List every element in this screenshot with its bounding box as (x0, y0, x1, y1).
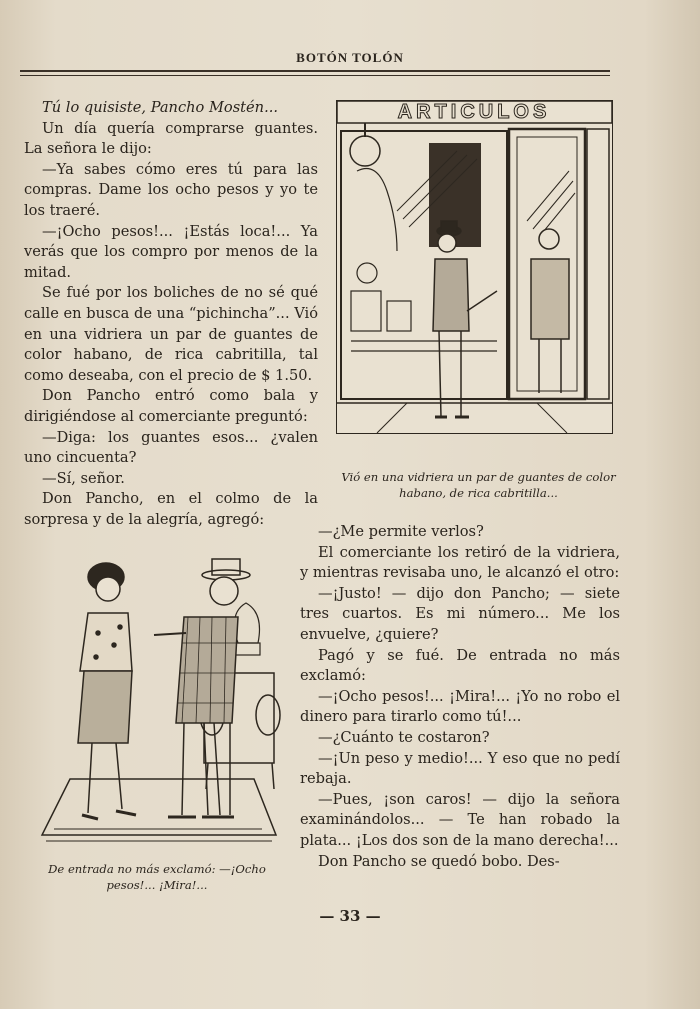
couple-illustration (36, 553, 282, 848)
couple-drawing (36, 553, 282, 848)
paragraph: —¡Un peso y medio!... Y eso que no pedí rebaja. (300, 749, 620, 788)
right-text-column (300, 522, 620, 872)
shop-window-drawing (337, 101, 612, 433)
paragraph: —Diga: los guantes esos... ¿valen uno cincuenta? (24, 428, 318, 467)
paragraph: —¿Me permite verlos? (318, 523, 484, 540)
shop-sign-text: ARTICULOS (397, 101, 551, 123)
paragraph: —¡Ocho pesos!... ¡Estás loca!... Ya verás que los compro por menos de la mitad. (24, 222, 318, 281)
figure1-caption: Vió en una vidriera un par de guantes de color habano, de rica cabritilla... (341, 470, 616, 500)
paragraph: Tú lo quisiste, Pancho Mostén... (42, 99, 278, 116)
paragraph: —Ya sabes cómo eres tú para las compras. Dame los ocho pesos y yo te los traeré. (24, 160, 318, 219)
paragraph: Don Pancho se quedó bobo. Des- (318, 852, 560, 870)
paragraph: —¡Justo! — dijo don Pancho; — siete tres cuartos. Es mi número... Me los envuelve, ¿quiere? (300, 584, 620, 643)
paragraph: El comerciante los retiró de la vidriera, y mientras revisaba uno, le alcanzó el otro: (300, 543, 620, 582)
page-number: — 33 — (319, 907, 381, 925)
paragraph: Don Pancho, en el colmo de la sorpresa y de la alegría, agregó: (24, 490, 318, 528)
paragraph: —¡Ocho pesos!... ¡Mira!... ¡Yo no robo el dinero para tirarlo como tú!... (300, 687, 620, 726)
paragraph: Pagó y se fué. De entrada no más exclamó: (300, 646, 620, 685)
header-rule-thick (20, 70, 610, 72)
paragraph: —Pues, ¡son caros! — dijo la señora examinándolos... — Te han robado la plata... ¡Los dos son de la mano derecha!... (300, 790, 620, 849)
header-rule-thin (20, 75, 610, 76)
figure2-caption: De entrada no más exclamó: —¡Ocho pesos!... ¡Mira!... (48, 862, 266, 892)
paragraph: —¿Cuánto te costaron? (318, 728, 490, 746)
paragraph: Un día quería comprarse guantes. La señora le dijo: (24, 119, 318, 158)
left-text-column (24, 98, 318, 530)
shop-window-illustration (336, 100, 613, 434)
paragraph: —Sí, señor. (42, 469, 125, 487)
paragraph: Don Pancho entró como bala y dirigiéndose al comerciante preguntó: (24, 387, 318, 425)
running-header: BOTÓN TOLÓN (296, 50, 404, 65)
paragraph: Se fué por los boliches de no sé qué calle en busca de una “pichincha”... Vió en una vidriera un par de guantes de color habano, de rica cabritilla, tal como deseaba, con el precio de $ 1.50. (24, 284, 318, 384)
